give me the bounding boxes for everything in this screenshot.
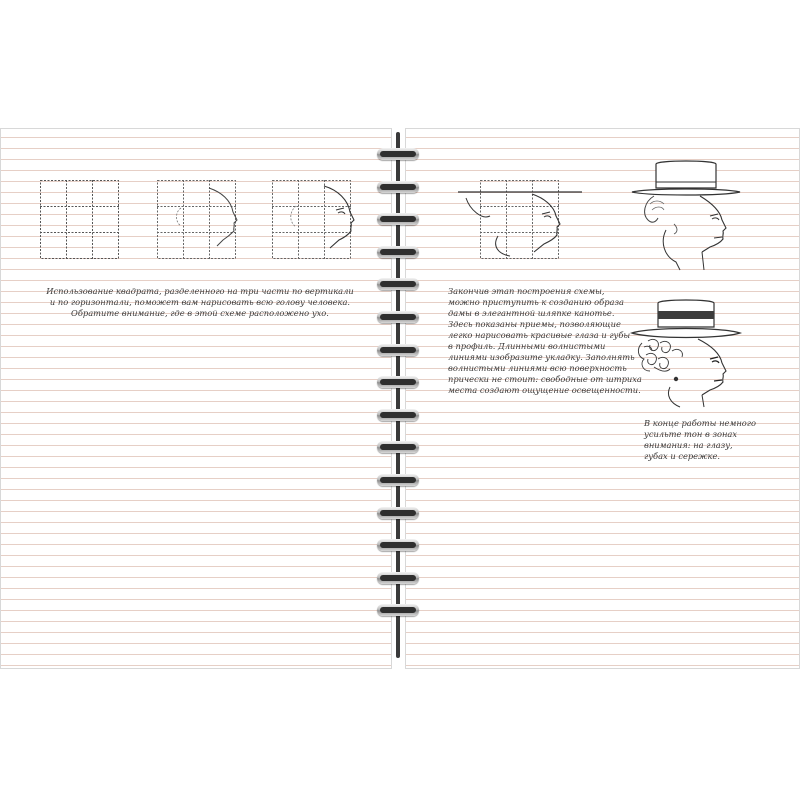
right-caption-line-7: линиями изобразите укладку. Заполнять — [448, 352, 635, 362]
spiral-ring — [377, 344, 419, 356]
right-note-line-1: В конце работы немного — [644, 418, 756, 428]
spiral-ring — [377, 539, 419, 551]
grid-step-1 — [40, 180, 120, 260]
spiral-ring — [377, 311, 419, 323]
spiral-ring — [377, 604, 419, 616]
spiral-ring — [377, 148, 419, 160]
right-note — [644, 418, 764, 462]
grid-step-4 — [458, 180, 584, 268]
lady-hat-shaded — [630, 297, 742, 409]
spiral-ring — [377, 181, 419, 193]
spiral-ring — [377, 246, 419, 258]
grid-step-3 — [272, 180, 356, 260]
right-note-line-4: губах и сережке. — [644, 451, 721, 461]
spiral-ring — [377, 278, 419, 290]
right-caption — [448, 286, 642, 396]
right-caption-line-2: можно приступить к созданию образа — [448, 297, 624, 307]
left-caption-line-3: Обратите внимание, где в этой схеме расположено ухо. — [71, 308, 329, 318]
lady-hat-sketch — [630, 158, 742, 272]
spiral-ring — [377, 441, 419, 453]
right-note-line-2: усильте тон в зонах — [644, 429, 738, 439]
right-caption-line-8: волнистыми линиями всю поверхность — [448, 363, 627, 373]
right-caption-line-1: Закончив этап построения схемы, — [448, 286, 605, 296]
right-caption-line-9: прически не стоит: свободные от штриха — [448, 374, 642, 384]
left-caption-line-2: и по горизонтали, поможет вам нарисовать всю голову человека. — [49, 297, 351, 307]
spiral-ring — [377, 474, 419, 486]
right-note-line-3: внимания: на глазу, — [644, 440, 733, 450]
grid-step-2 — [157, 180, 239, 260]
spiral-ring — [377, 572, 419, 584]
right-caption-line-5: легко нарисовать красивые глаза и губы — [448, 330, 631, 340]
spiral-ring — [377, 409, 419, 421]
right-caption-line-4: Здесь показаны приемы, позволяющие — [448, 319, 621, 329]
left-caption-line-1: Использование квадрата, разделенного на три части по вертикали — [46, 286, 354, 296]
right-caption-line-6: в профиль. Длинными волнистыми — [448, 341, 606, 351]
right-caption-line-10: места создают ощущение освещенности. — [448, 385, 641, 395]
spiral-ring — [377, 376, 419, 388]
right-caption-line-3: дамы в элегантной шляпке канотье. — [448, 308, 615, 318]
spiral-ring — [377, 507, 419, 519]
left-caption — [40, 286, 360, 319]
spiral-ring — [377, 213, 419, 225]
